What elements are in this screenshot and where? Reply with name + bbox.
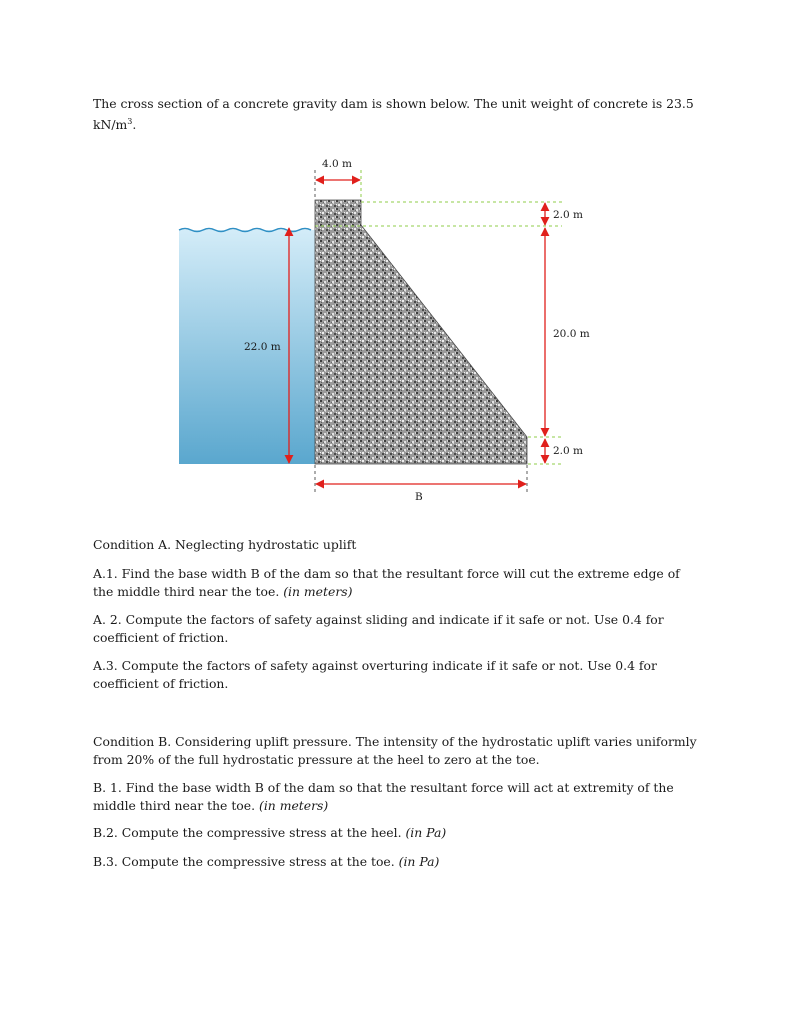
question-b3-text: B.3. Compute the compressive stress at the toe. xyxy=(93,854,395,869)
question-b2 xyxy=(93,824,703,842)
base-height-label: 2.0 m xyxy=(553,445,583,457)
dam-body xyxy=(315,200,527,464)
question-a2: A. 2. Compute the factors of safety against sliding and indicate if it safe or not. Use 0.4 for coefficient of friction. xyxy=(93,612,664,645)
freeboard-label: 2.0 m xyxy=(553,209,583,221)
question-b1-text: B. 1. Find the base width B of the dam so that the resultant force will act at extremity of the middle third near the toe. xyxy=(93,780,674,813)
condition-b-heading: Condition B. Considering uplift pressure. The intensity of the hydrostatic uplift varies uniformly from 20% of the full hydrostatic pressure at the heel to zero at the toe. xyxy=(93,734,697,767)
water-depth-label: 22.0 m xyxy=(244,341,281,353)
question-a1-unit: (in meters) xyxy=(283,584,353,599)
question-b2-text: B.2. Compute the compressive stress at the heel. xyxy=(93,825,402,840)
question-b2-unit: (in Pa) xyxy=(405,825,447,840)
question-a1 xyxy=(93,565,703,601)
dam-cross-section-diagram xyxy=(170,148,590,518)
slope-height-label: 20.0 m xyxy=(553,328,590,340)
intro-end: . xyxy=(132,117,137,133)
question-a1-text: A.1. Find the base width B of the dam so that the resultant force will cut the extreme edge of the middle third near the toe. xyxy=(93,566,680,599)
intro-paragraph xyxy=(93,95,703,134)
top-width-label: 4.0 m xyxy=(322,158,352,170)
question-a3: A.3. Compute the factors of safety against overturing indicate if it safe or not. Use 0.4 for coefficient of friction. xyxy=(93,658,657,691)
intro-text: The cross section of a concrete gravity dam is shown below. The unit weight of concrete is 23.5 kN/m xyxy=(93,96,694,133)
base-width-label: B xyxy=(415,491,423,503)
question-b3 xyxy=(93,853,703,871)
condition-a-heading: Condition A. Neglecting hydrostatic uplift xyxy=(93,537,357,552)
question-b1-unit: (in meters) xyxy=(258,798,329,813)
question-b1 xyxy=(93,779,703,815)
intro-superscript: 3 xyxy=(127,117,133,126)
question-b3-unit: (in Pa) xyxy=(398,854,440,869)
